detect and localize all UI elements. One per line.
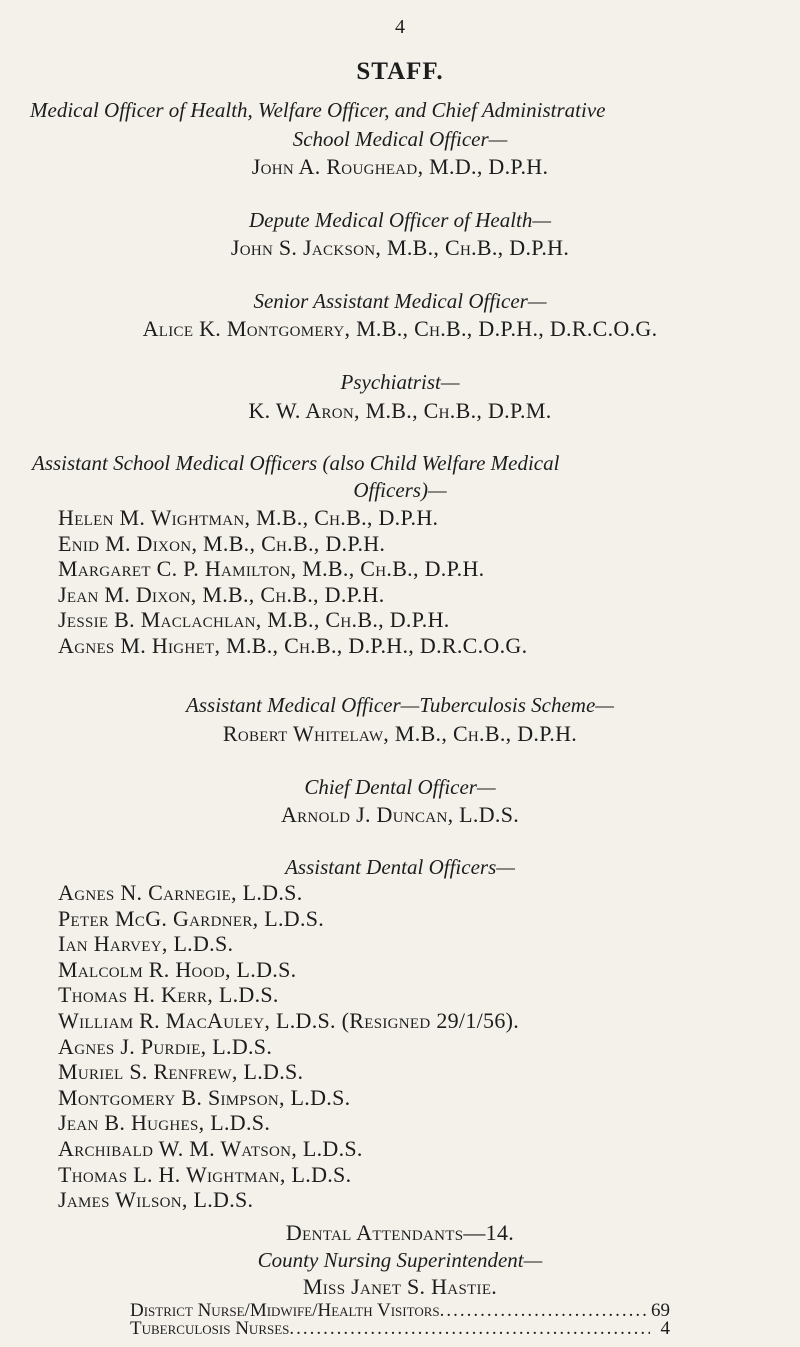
tuberculosis-name: Robert Whitelaw, M.B., Ch.B., D.P.H. <box>222 721 578 746</box>
list-item: Muriel S. Renfrew, L.D.S. <box>58 1059 304 1085</box>
list-item: Jean M. Dixon, M.B., Ch.B., D.P.H. <box>58 581 385 607</box>
page-title: STAFF. <box>356 58 444 85</box>
chief-dental-name: Arnold J. Duncan, L.D.S. <box>280 802 520 827</box>
senior-assistant-role: Senior Assistant Medical Officer— <box>253 289 547 313</box>
staff-count-row: District Nurse/Midwife/Health Visitors ..... 69 <box>130 1300 670 1322</box>
assistant-school-role-line1: Assistant School Medical Officers (also Child Welfare Medical <box>32 451 560 475</box>
assistant-school-list <box>58 505 527 659</box>
list-item: Montgomery B. Simpson, L.D.S. <box>58 1084 351 1110</box>
chief-dental-role: Chief Dental Officer— <box>304 775 496 799</box>
list-item: Jessie B. Maclachlan, M.B., Ch.B., D.P.H. <box>58 607 450 633</box>
assistant-dental-role: Assistant Dental Officers— <box>285 855 515 879</box>
nursing-role: County Nursing Superintendent— <box>257 1248 543 1272</box>
list-item: Agnes J. Purdie, L.D.S. <box>58 1033 273 1059</box>
assistant-dental-list <box>58 880 519 1213</box>
moh-role-line1: Medical Officer of Health, Welfare Officer, and Chief Administrative <box>30 98 606 122</box>
list-item: Thomas L. H. Wightman, L.D.S. <box>58 1161 352 1187</box>
senior-assistant-name: Alice K. Montgomery, M.B., Ch.B., D.P.H., D.R.C.O.G. <box>142 316 658 341</box>
list-item: Malcolm R. Hood, L.D.S. <box>58 956 297 982</box>
list-item: William R. MacAuley, L.D.S. (Resigned 29/1/56). <box>58 1007 520 1033</box>
nursing-name: Miss Janet S. Hastie. <box>302 1274 498 1299</box>
list-item: Agnes N. Carnegie, L.D.S. <box>58 880 303 905</box>
depute-name: John S. Jackson, M.B., Ch.B., D.P.H. <box>230 235 570 260</box>
list-item: Archibald W. M. Watson, L.D.S. <box>58 1135 363 1161</box>
tuberculosis-role: Assistant Medical Officer—Tuberculosis Scheme— <box>186 693 614 717</box>
page-number: 4 <box>395 16 405 38</box>
moh-role-line2: School Medical Officer— <box>292 127 508 151</box>
list-item: Thomas H. Kerr, L.D.S. <box>58 982 279 1008</box>
list-item: Jean B. Hughes, L.D.S. <box>58 1110 271 1136</box>
list-item: Helen M. Wightman, M.B., Ch.B., D.P.H. <box>58 505 439 530</box>
list-item: Margaret C. P. Hamilton, M.B., Ch.B., D.P.H. <box>58 556 485 582</box>
psychiatrist-role: Psychiatrist— <box>340 370 460 394</box>
moh-name: John A. Roughead, M.D., D.P.H. <box>251 154 549 179</box>
staff-count-row: Tuberculosis Nurses ..... 4 <box>130 1318 670 1340</box>
depute-role: Depute Medical Officer of Health— <box>248 208 552 232</box>
list-item: Agnes M. Highet, M.B., Ch.B., D.P.H., D.R.C.O.G. <box>58 632 528 658</box>
psychiatrist-name: K. W. Aron, M.B., Ch.B., D.P.M. <box>248 398 552 423</box>
assistant-school-role-line2: Officers)— <box>353 478 447 502</box>
list-item: Peter McG. Gardner, L.D.S. <box>58 905 325 931</box>
list-item: James Wilson, L.D.S. <box>58 1187 254 1213</box>
dental-attendants: Dental Attendants—14. <box>285 1220 515 1245</box>
list-item: Enid M. Dixon, M.B., Ch.B., D.P.H. <box>58 530 386 556</box>
list-item: Ian Harvey, L.D.S. <box>58 931 234 957</box>
